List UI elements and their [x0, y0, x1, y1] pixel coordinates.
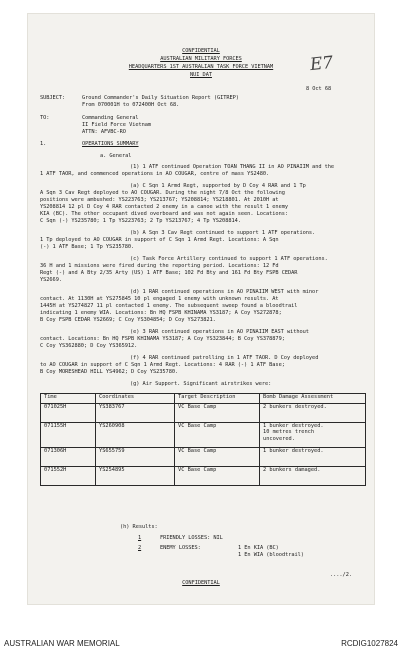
para-f-line: B Coy MORESHEAD HILL YS4962; D Coy YS235780. — [40, 369, 179, 375]
para-b-line: (-) 1 ATF Base; 1 Tp YS235780. — [40, 244, 135, 250]
column-header-time: Time — [41, 394, 96, 404]
page-continuation: ..../2. — [330, 572, 352, 578]
results-heading: (h) Results: — [120, 524, 158, 530]
subject-line-1: Ground Commander's Daily Situation Report (GITREP) — [82, 95, 239, 101]
archive-name: AUSTRALIAN WAR MEMORIAL — [4, 639, 120, 648]
para-e-line: contact. Locations: Bn HQ FSPB KHINAMA YS3187; A Coy YS323844; B Coy YS378879; — [40, 336, 285, 342]
table-row — [41, 404, 366, 423]
para-b-line: (b) A Sqn 3 Cav Regt continued to support 1 ATF operations. — [130, 230, 316, 236]
general-heading: a. General — [100, 153, 132, 159]
cell-time: 071306H — [41, 448, 96, 467]
para-a-line: C Sqn (-) YS235780; 1 Tp YS223763; 2 Tp YS213767; 4 Tp YS208814. — [40, 218, 241, 224]
cell-target: VC Base Camp — [175, 467, 260, 486]
cell-coordinates: YS254895 — [96, 467, 175, 486]
para-a-line: A Sqn 3 Cav Regt deployed to AO COUGAR. During the night 7/8 Oct the following — [40, 190, 285, 196]
para-1-line: 1 ATF TAOR, and commenced operations in AO COUGAR, centre of mass YS2480. — [40, 171, 270, 177]
to-line-1: Commanding General — [82, 115, 139, 121]
results-item-2-number: 2 — [138, 545, 142, 551]
results-item-1-number: 1 — [138, 535, 142, 541]
hq-name: HEADQUARTERS 1ST AUSTRALIAN TASK FORCE VIETNAM — [128, 64, 274, 70]
para-d-line: (d) 1 RAR continued operations in AO PINAIIM WEST with minor — [130, 289, 319, 295]
cell-coordinates: YS260908 — [96, 423, 175, 448]
classification-top: CONFIDENTIAL — [182, 48, 220, 54]
cell-time: 071025H — [41, 404, 96, 423]
cell-time: 071552H — [41, 467, 96, 486]
archive-id: RCDIG1027824 — [341, 639, 398, 648]
section-number: 1. — [40, 141, 47, 147]
column-header-target: Target Description — [175, 394, 260, 404]
para-a-line: (a) C Sqn 1 Armd Regt, supported by D Coy 4 RAR and 1 Tp — [130, 183, 306, 189]
para-e-line: (e) 3 RAR continued operations in AO PINAIIM EAST without — [130, 329, 309, 335]
para-f-line: to AO COUGAR in support of C Sqn 1 Armd Regt. Locations: 4 RAR (-) 1 ATF Base; — [40, 362, 285, 368]
cell-target: VC Base Camp — [175, 423, 260, 448]
table-row — [41, 423, 366, 448]
org-name: AUSTRALIAN MILITARY FORCES — [160, 56, 242, 62]
para-g-line: (g) Air Support. Significant airstrikes were: — [130, 381, 272, 387]
para-f-line: (f) 4 RAR continued patrolling in 1 ATF TAOR. D Coy deployed — [130, 355, 319, 361]
cell-bda — [260, 467, 366, 486]
table-row — [41, 467, 366, 486]
friendly-losses: FRIENDLY LOSSES: NIL — [160, 535, 223, 541]
cell-bda — [260, 448, 366, 467]
bda-line: 1 bunker destroyed. — [263, 423, 324, 429]
cell-coordinates: YS383767 — [96, 404, 175, 423]
para-b-line: 1 Tp deployed to AO COUGAR in support of C Sqn 1 Armd Regt. Locations: A Sqn — [40, 237, 279, 243]
bda-line: uncovered. — [263, 435, 295, 442]
para-e-line: C Coy YS362880; D Coy YS365912. — [40, 343, 138, 349]
para-c-line: (c) Task Force Artillery continued to support 1 ATF operations. — [130, 256, 328, 262]
to-line-2: II Field Force Vietnam — [82, 122, 152, 128]
handwritten-reference: E7 — [309, 52, 335, 76]
para-c-line: YS2669. — [40, 277, 62, 283]
to-label: TO: — [40, 115, 50, 121]
cell-bda — [260, 423, 366, 448]
para-d-line: B Coy FSPB CEDAR YS2669; C Coy YS304854; D Coy YS273821. — [40, 317, 216, 323]
para-c-line: Regt (-) and A Bty 2/35 Arty (US) 1 ATF Base; 102 Fd Bty and 161 Fd Bty FSPB CEDAR — [40, 270, 298, 276]
cell-time: 071155H — [41, 423, 96, 448]
section-title: OPERATIONS SUMMARY — [82, 141, 139, 147]
para-a-line: YS208814 12 pl D Coy 4 RAR contacted 2 enemy in a canoe with the result 1 enemy — [40, 204, 288, 210]
para-a-line: KIA (BC). The other occupant dived overboard and was not again seen. Locations: — [40, 211, 288, 217]
column-header-bda: Bomb Damage Assessment — [260, 394, 366, 404]
cell-coordinates: YS655759 — [96, 448, 175, 467]
enemy-losses-label: ENEMY LOSSES: — [160, 545, 201, 551]
enemy-loss-kia: 1 En KIA (BC) — [238, 545, 279, 551]
bda-line: 2 bunkers destroyed. — [263, 404, 327, 410]
subject-line-2: From 070001H to 072400H Oct 68. — [82, 102, 180, 108]
document-page — [28, 14, 374, 604]
para-c-line: 36 H and 1 missions were fired during the reporting period. Locations: 12 Fd — [40, 263, 279, 269]
bda-line: 1 bunker destroyed. — [263, 448, 324, 454]
para-d-line: 1445H at YS274827 11 pl contacted 1 enemy. The subsequent sweep found a bloodtrail — [40, 303, 298, 309]
para-1-line: (1) 1 ATF continued Operation TOAN THANG II in AO PINAIIM and the — [130, 164, 335, 170]
column-header-coordinates: Coordinates — [96, 394, 175, 404]
cell-bda — [260, 404, 366, 423]
cell-target: VC Base Camp — [175, 404, 260, 423]
bda-line: 10 metres trench — [263, 429, 315, 436]
enemy-loss-wia: 1 En WIA (bloodtrail) — [238, 552, 304, 558]
para-d-line: indicating 1 enemy WIA. Locations: Bn HQ FSPB KHINAMA YS3187; A Coy YS272878; — [40, 310, 282, 316]
classification-bottom: CONFIDENTIAL — [182, 580, 220, 586]
table-row — [41, 448, 366, 467]
para-d-line: contact. At 1130H at YS275845 10 pl engaged 1 enemy with unknown results. At — [40, 296, 279, 302]
table-header-row — [41, 394, 366, 404]
to-line-3: ATTN: AFVBC-RO — [82, 129, 126, 135]
cell-target: VC Base Camp — [175, 448, 260, 467]
report-date: 8 Oct 68 — [306, 86, 332, 92]
location: NUI DAT — [190, 72, 212, 78]
para-a-line: positions were ambushed: YS223763; YS213767; YS208814; YS218801. At 2010H at — [40, 197, 279, 203]
bda-line: 2 bunkers damaged. — [263, 467, 321, 473]
subject-label: SUBJECT: — [40, 95, 66, 101]
airstrike-table — [40, 393, 366, 486]
